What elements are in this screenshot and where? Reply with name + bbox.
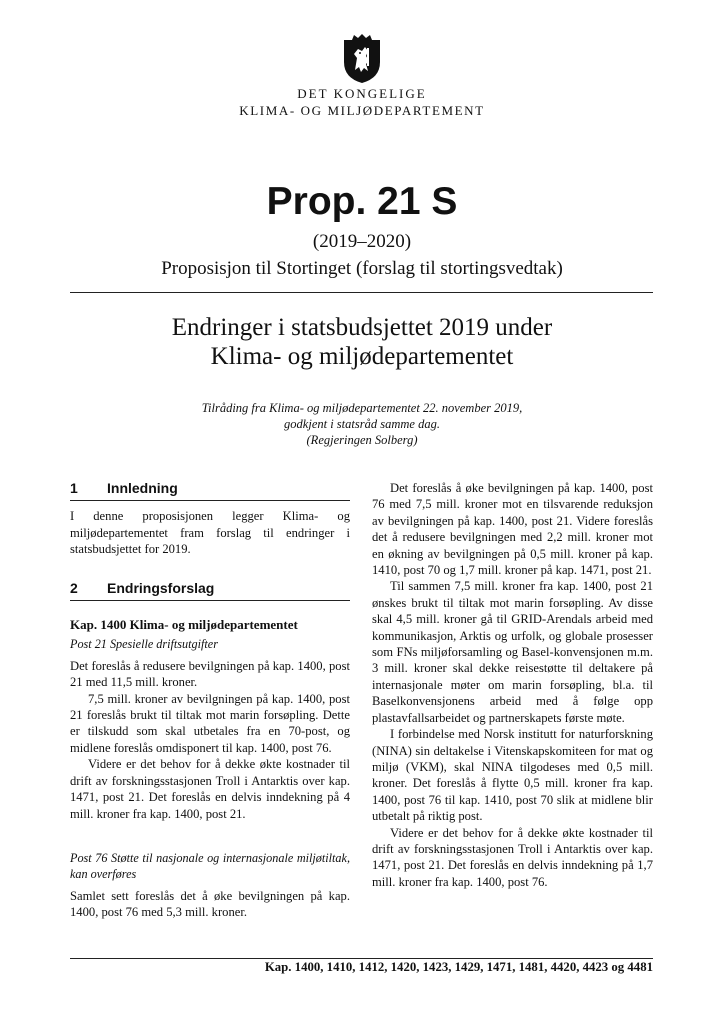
section-1-number: 1 [70,480,78,496]
bottom-divider [70,958,653,959]
section-1-heading [70,480,350,501]
left-column [70,480,350,921]
recommendation-line-1: Tilråding fra Klima- og miljødepartementet 22. november 2019, [201,401,523,415]
section-2-title: Endringsforslag [107,579,215,596]
recommendation-note [0,400,724,448]
top-divider [70,292,653,293]
document-title [0,313,724,371]
post-76-heading: Post 76 Støtte til nasjonale og internasjonale miljøtiltak, kan overføres [70,850,350,882]
proposition-number: Prop. 21 S [266,180,458,223]
ministry-line-1: DET KONGELIGE [297,86,427,101]
document-title-line-1: Endringer i statsbudsjettet 2019 under [171,314,553,341]
chapter-list-footer: Kap. 1400, 1410, 1412, 1420, 1423, 1429, 1471, 1481, 4420, 4423 og 4481 [264,960,653,974]
post-21-heading: Post 21 Spesielle driftsutgifter [70,637,218,652]
post-76-paragraph-1: Samlet sett foreslås det å øke bevilgningen på kap. 1400, post 76 med 5,3 mill. kroner. [70,888,350,920]
proposition-subtitle: Proposisjon til Stortinget (forslag til stortingsvedtak) [161,258,563,279]
post-21-paragraph-2: 7,5 mill. kroner av bevilgningen på kap. 1400, post 21 foreslås brukt til tiltak mot marin forsøpling. Dette er tilskudd som skal utbetales fra en 70-post, og midlene foreslås omdisponert til kap. 1400, post 76. [70,691,350,755]
section-1-paragraph: I denne proposisjonen legger Klima- og miljødepartementet fram forslag til endringer i statsbudsjettet for 2019. [70,509,350,557]
section-2-number: 2 [70,579,78,596]
chapter-heading: Kap. 1400 Klima- og miljødepartementet [70,617,298,633]
section-1-title: Innledning [107,480,178,496]
document-title-line-2: Klima- og miljødepartementet [210,343,514,370]
session-years: (2019–2020) [312,231,412,252]
norwegian-coat-of-arms-icon [340,34,384,84]
recommendation-line-2: godkjent i statsråd samme dag. [284,417,440,431]
right-paragraph-2: Til sammen 7,5 mill. kroner fra kap. 1400, post 21 ønskes brukt til tiltak mot marin forsøpling. Av disse skal 4,5 mill. kroner gå til GRID-Arendals arbeid med kommunikasjon, Arktis og urfolk, og globale prosesser som FNs miljøforsamling og Basel-konvensjonen m.m. 3 mill. kroner skal dekke reisestøtte til deltakere på internasjonale møter om marin forsøpling, bl.a. til Baselkonvensjonens arbeid med å følge opp plastavfallsarbeidet og partnerskapets første møte. [372,579,653,725]
post-21-paragraph-1: Det foreslås å redusere bevilgningen på kap. 1400, post 21 med 11,5 mill. kroner. [70,658,350,690]
right-paragraph-4: Videre er det behov for å dekke økte kostnader til drift av forskningsstasjonen Troll i Antarktis over kap. 1471, post 21. Det foreslås en delvis inndekning på 1,7 mill. kroner fra kap. 1400, post 76. [372,825,653,889]
right-paragraph-1: Det foreslås å øke bevilgningen på kap. 1400, post 76 med 7,5 mill. kroner mot en tilsvarende reduksjon av bevilgningen på kap. 1400, post 21. Videre foreslås det å redusere bevilgningen med 2,2 mill. kroner mot en økning av bevilgningen på 0,5 mill. kroner på kap. 1410, post 70 og 1,7 mill. kroner på kap. 1471, post 21. [372,481,653,578]
ministry-line-2: KLIMA- OG MILJØDEPARTEMENT [239,103,485,118]
right-paragraph-3: I forbindelse med Norsk institutt for naturforskning (NINA) sin deltakelse i Vitenskapskomiteen for mat og miljø (VKM), skal NINA tilgodeses med 0,5 mill. kroner. Det foreslås å flytte 0,5 mill. kroner fra kap. 1400, post 76 til kap. 1410, post 70 slik at midlene blir utbetalt på riktig post. [372,727,653,824]
right-column [372,480,653,890]
section-2-heading [70,580,350,601]
post-21-paragraph-3: Videre er det behov for å dekke økte kostnader til drift av forskningsstasjonen Troll i Antarktis over kap. 1471, post 21. Det foreslås en delvis inndekning på 4 mill. kroner fra kap. 1400, post 21. [70,757,350,821]
recommendation-line-3: (Regjeringen Solberg) [306,433,418,447]
